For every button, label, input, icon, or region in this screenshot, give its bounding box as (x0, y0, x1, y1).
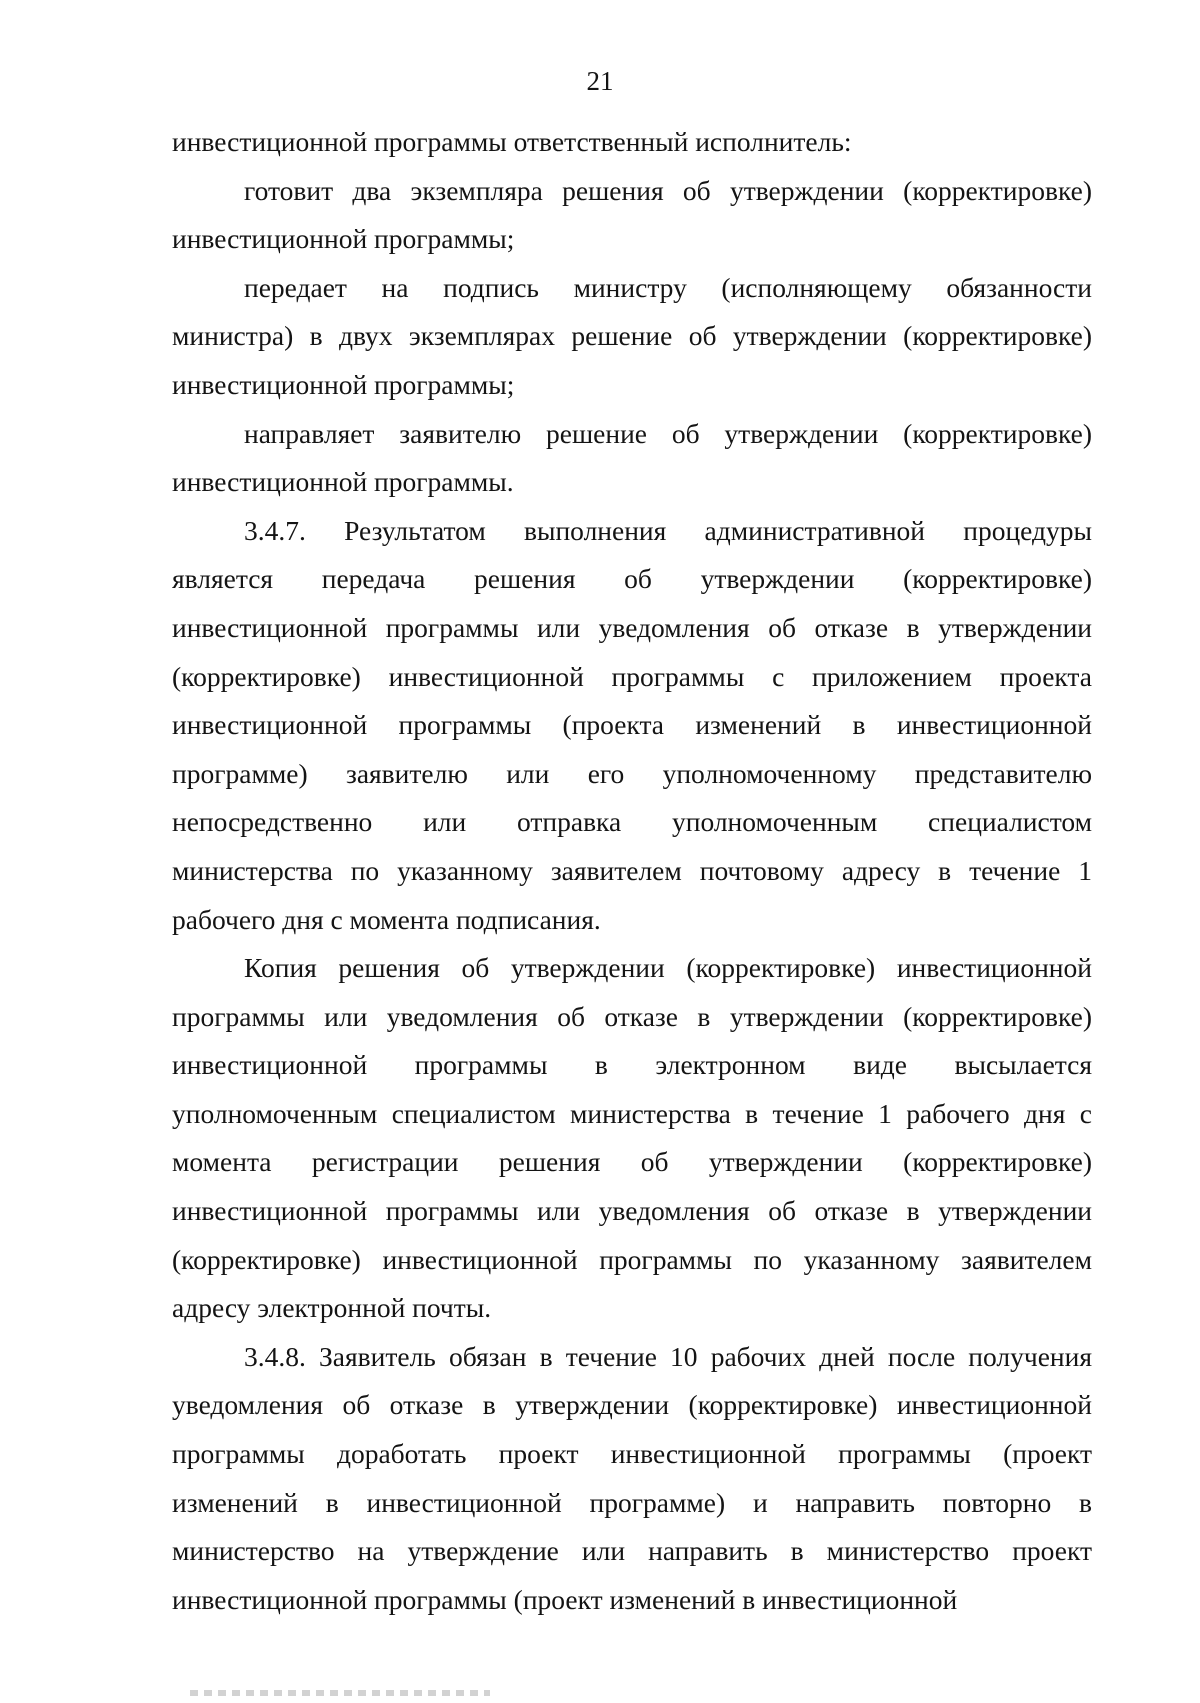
text-line: Копия решения об утверждении (корректировке) инвестиционной (244, 952, 1092, 984)
text-line: инвестиционной программы (проект изменений в инвестиционной (172, 1583, 958, 1615)
text-line: 3.4.8. Заявитель обязан в течение 10 рабочих дней после получения (244, 1340, 1092, 1372)
text-line: передает на подпись министру (исполняющему обязанности (244, 271, 1092, 303)
document-body (172, 118, 1092, 1624)
paragraph-p-3-4-8 (172, 1333, 1092, 1625)
text-line: момента регистрации решения об утверждении (корректировке) (172, 1146, 1092, 1178)
scan-artifact (190, 1690, 490, 1696)
text-line: инвестиционной программы ответственный исполнитель: (172, 126, 852, 157)
text-line: уполномоченным специалистом министерства в течение 1 рабочего дня с (172, 1097, 1092, 1129)
text-line: программы или уведомления об отказе в утверждении (корректировке) (172, 1000, 1092, 1032)
page-number: 21 (586, 66, 614, 96)
paragraph-p-3-4-7 (172, 507, 1092, 944)
text-line: (корректировке) инвестиционной программы с приложением проекта (172, 660, 1092, 692)
text-line: 3.4.7. Результатом выполнения административной процедуры (244, 514, 1092, 546)
text-line: инвестиционной программы; (172, 368, 515, 400)
text-line: адресу электронной почты. (172, 1292, 492, 1324)
text-line: рабочего дня с момента подписания. (172, 903, 601, 935)
text-line: программы доработать проект инвестиционной программы (проект (172, 1438, 1092, 1470)
paragraph-p-sends (172, 410, 1092, 507)
text-line: инвестиционной программы или уведомления об отказе в утверждении (172, 611, 1092, 643)
text-line: готовит два экземпляра решения об утверждении (корректировке) (244, 174, 1092, 206)
text-line: является передача решения об утверждении (корректировке) (172, 563, 1092, 595)
text-line: (корректировке) инвестиционной программы по указанному заявителем (172, 1243, 1092, 1275)
text-line: непосредственно или отправка уполномоченным специалистом (172, 806, 1092, 838)
text-line: инвестиционной программы в электронном виде высылается (172, 1049, 1092, 1081)
text-line: инвестиционной программы; (172, 223, 515, 255)
text-line: министра) в двух экземплярах решение об утверждении (корректировке) (172, 320, 1092, 352)
paragraph-p-continuation (172, 118, 1092, 167)
text-line: направляет заявителю решение об утверждении (корректировке) (244, 417, 1092, 449)
text-line: инвестиционной программы или уведомления об отказе в утверждении (172, 1195, 1092, 1227)
text-line: изменений в инвестиционной программе) и направить повторно в (172, 1486, 1092, 1518)
paragraph-p-transfers (172, 264, 1092, 410)
text-line: программе) заявителю или его уполномоченному представителю (172, 757, 1092, 789)
text-line: министерства по указанному заявителем почтовому адресу в течение 1 (172, 854, 1092, 886)
text-line: министерство на утверждение или направить в министерство проект (172, 1535, 1092, 1567)
paragraph-p-copy (172, 944, 1092, 1333)
text-line: инвестиционной программы (проекта изменений в инвестиционной (172, 709, 1092, 741)
text-line: уведомления об отказе в утверждении (корректировке) инвестиционной (172, 1389, 1092, 1421)
paragraph-p-prepares (172, 167, 1092, 264)
text-line: инвестиционной программы. (172, 466, 514, 498)
